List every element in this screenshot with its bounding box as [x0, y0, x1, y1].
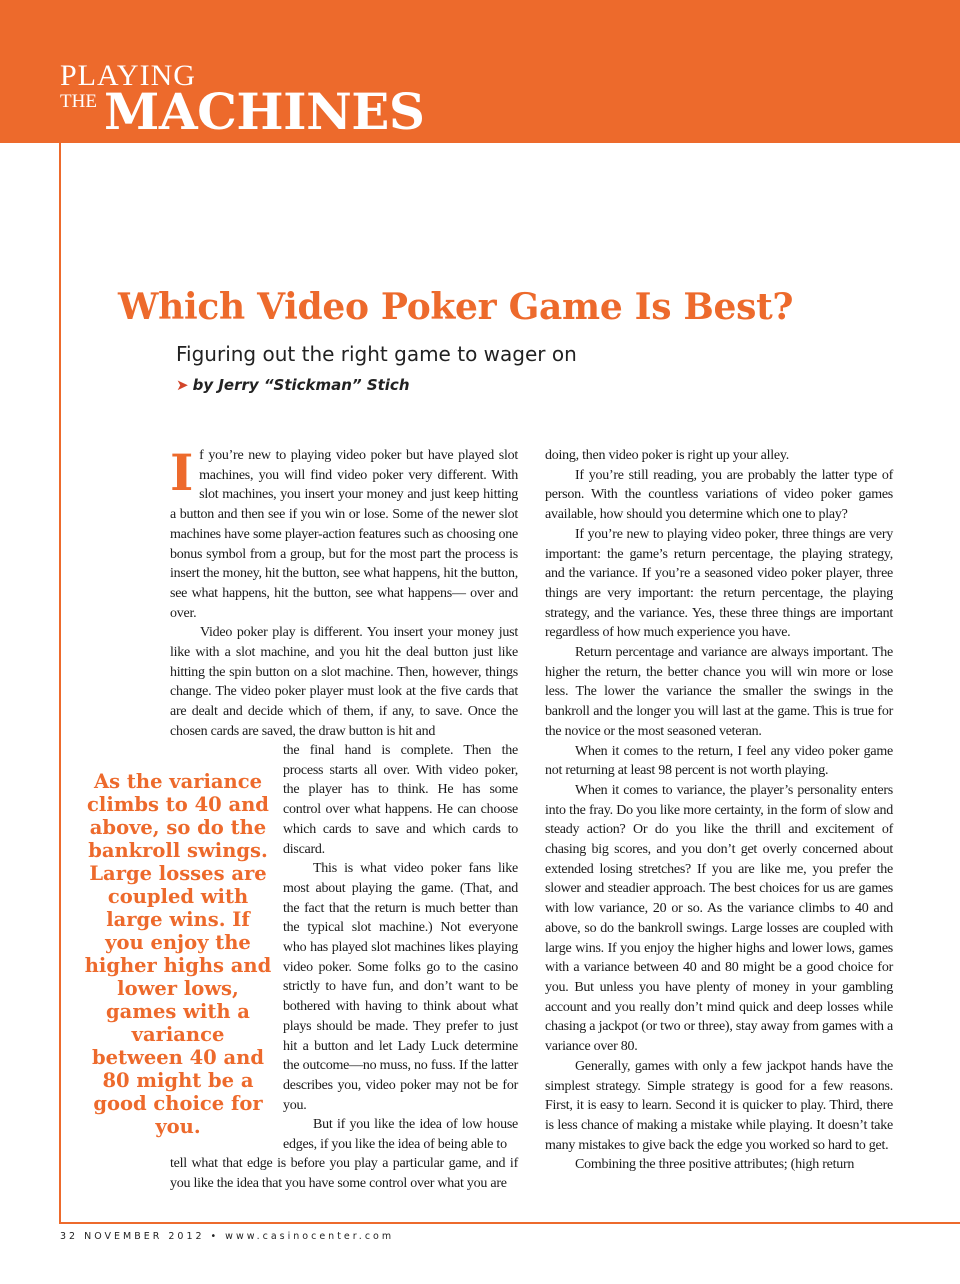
byline	[176, 376, 410, 394]
byline-text: by Jerry “Stickman” Stich	[192, 376, 410, 394]
body-paragraph: When it comes to variance, the player’s personality enters into the fray. Do you like more certainty, in the form of slow and steady action? Or do you like the thrill and excitement of chasing big scores, and you don’t get overly concerned about extended losing stretches? If you are like me, you prefer the slower and steadier approach. The best choices for us are games with low variance, 20 or so. As the variance climbs to 40 and above, so do the bankroll swings. Large losses are coupled with large wins. If you enjoy the higher highs and lower lows, games with a variance between 40 and 80 might be a good choice for you. But unless you have plenty of money in your gambling account and you really don’t mind quick and deep losses while chasing a jackpot (or two or three), stay away from games with a variance over 80.	[545, 782, 893, 1055]
body-paragraph: If you’re new to playing video poker, three things are very important: the game’s return percentage, the playing strategy, and the variance. If you’re a seasoned video poker player, three things are very important: the return percentage, the playing strategy, and the variance. Yes, these three things are important regardless of how much experience you have.	[545, 526, 893, 641]
body-column-left-bottom	[170, 1154, 518, 1193]
pull-quote: As the variance climbs to 40 and above, so do the bankroll swings. Large losses are coupled with large wins. If you enjoy the higher highs and lower lows, games with a variance between 40 and 80 might be a good choice for you.	[84, 770, 272, 1138]
body-paragraph: Generally, games with only a few jackpot hands have the simplest strategy. Simple strategy is good for a few reasons. First, it is easy to learn. Second it is quicker to play. Third, there is less chance of making a mistake while playing. It doesn’t take many mistakes to give back the edge you worked so hard to get.	[545, 1058, 893, 1153]
body-paragraph: But if you like the idea of low house edges, if you like the idea of being able to	[283, 1117, 518, 1153]
body-paragraph: Combining the three positive attributes; (high return	[575, 1157, 855, 1173]
margin-rule-vertical	[59, 143, 61, 1223]
body-paragraph: This is what video poker fans like most about playing the game. (That, and the fact that the return is much better than the typical slot machine.) Not everyone who has played slot machines likes playing video poker. Some folks go to the casino strictly to have fun, and don’t want to be bothered with having to think about what plays should be made. They prefer to just hit a button and let Lady Luck determine the outcome—no muss, no fuss. If the latter describes you, video poker may not be for you.	[283, 861, 518, 1113]
drop-cap: I	[170, 443, 194, 502]
page-folio: 32 NOVEMBER 2012 • www.casinocenter.com	[60, 1231, 395, 1242]
body-column-left-inset	[283, 741, 518, 1155]
article-title: Which Video Poker Game Is Best?	[118, 286, 794, 328]
body-paragraph: Return percentage and variance are always important. The higher the return, the better chance you will win more or lose less. The lower the variance the smaller the swings in the bankroll and the longer you will last at the game. This is true for the novice or the most seasoned veteran.	[545, 645, 893, 739]
byline-arrow-icon: ➤	[176, 376, 189, 394]
body-paragraph: the final hand is complete. Then the process starts all over. With video poker, the player has to think. He has some control over what happens. He can choose which cards to save and which cards to discard.	[283, 743, 518, 857]
footer-rule	[59, 1222, 960, 1224]
section-label-playing: PLAYING	[60, 59, 196, 92]
body-paragraph: Video poker play is different. You insert your money just like with a slot machine, and you hit the deal button just like hitting the spin button on a slot machine. Then, however, things change. The video poker player must look at the five cards that are dealt and decide which of them, if any, to save. Once the chosen cards are saved, the draw button is hit and	[170, 625, 518, 739]
body-paragraph: When it comes to the return, I feel any video poker game not returning at least 98 percent is not worth playing.	[545, 743, 893, 779]
article-deck: Figuring out the right game to wager on	[176, 342, 577, 366]
body-paragraph: doing, then video poker is right up your alley.	[545, 448, 789, 463]
body-column-left-top	[170, 443, 518, 742]
body-paragraph: If you’re still reading, you are probably the latter type of person. With the countless variations of video poker games available, how should you determine which one to play?	[545, 467, 893, 523]
section-label-the: THE	[60, 91, 97, 112]
body-paragraph: If you’re new to playing video poker but have played slot machines, you will find video poker very different. With slot machines, you insert your money and just keep hitting a button and then see if you win or lose. Some of the newer slot machines have some player-action features such as choosing one bonus symbol from a group, but for the most part the process is insert the money, hit the button, see what happens, hit the button, see what happens, hit the button, see what happens— over and over.	[170, 443, 518, 621]
body-paragraph: tell what that edge is before you play a particular game, and if you like the idea that you have some control over what you are	[170, 1156, 518, 1191]
body-column-right	[545, 446, 893, 1175]
section-label-machines: MACHINES	[104, 82, 425, 141]
